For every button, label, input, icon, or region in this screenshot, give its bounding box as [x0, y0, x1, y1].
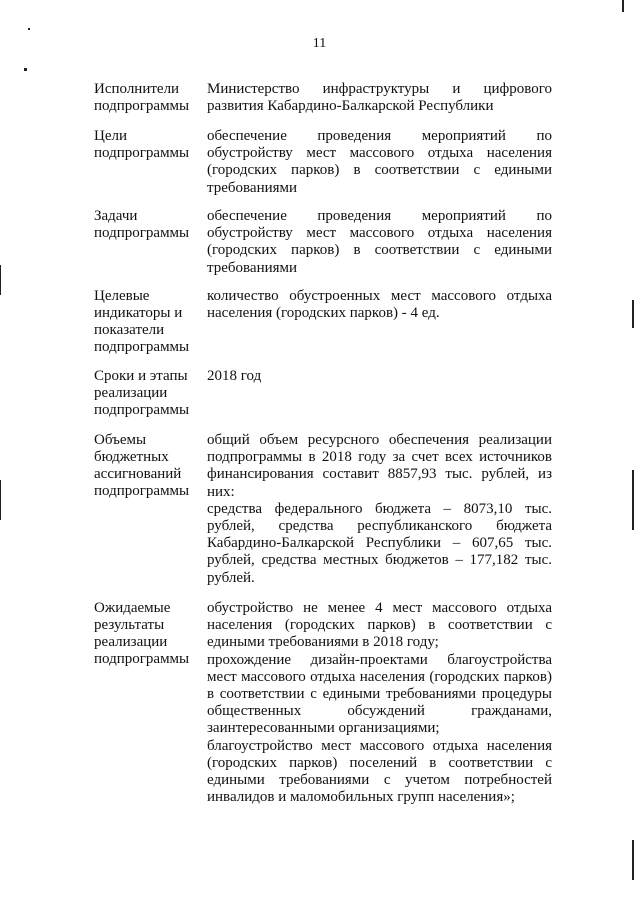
- label-line: подпрограммы: [94, 651, 190, 667]
- value-paragraph: Министерство инфраструктуры и цифрового развития Кабардино-Балкарской Республики: [207, 81, 552, 115]
- row-label: [94, 288, 202, 356]
- row-label: [94, 432, 202, 500]
- value-paragraph: прохождение дизайн-проектами благоустройства мест массового отдыха населения (городских парков) в соответствии с едиными требованиями процедуры общественных обсуждений гражданами, заинтересованными организациями;: [207, 651, 552, 737]
- label-line: реализации: [94, 634, 168, 650]
- row-label: [94, 600, 202, 668]
- row-label: [94, 368, 202, 419]
- label-line: Исполнители: [94, 81, 180, 97]
- scan-mark: [0, 265, 1, 295]
- scan-mark: [28, 28, 30, 30]
- label-line: Объемы: [94, 432, 147, 448]
- scan-mark: [632, 470, 634, 530]
- label-line: результаты: [94, 617, 165, 633]
- value-paragraph: общий объем ресурсного обеспечения реализации подпрограммы в 2018 году за счет всех источников финансирования составит 8857,93 тыс. рублей, из них:: [207, 432, 552, 500]
- row-label: [94, 81, 202, 115]
- row-label: [94, 128, 202, 162]
- label-line: показатели: [94, 322, 165, 338]
- value-paragraph: благоустройство мест массового отдыха населения (городских парков) поселений в соответствии с едиными требованиями с учетом потребностей инвалидов и маломобильных групп населения»;: [207, 737, 552, 806]
- label-line: подпрограммы: [94, 483, 190, 499]
- label-line: Цели: [94, 128, 128, 144]
- scan-mark: [0, 480, 1, 520]
- label-line: подпрограммы: [94, 145, 190, 161]
- value-paragraph: обустройство не менее 4 мест массового отдыха населения (городских парков) в соответствии с едиными требованиями в 2018 году;: [207, 600, 552, 651]
- page-number: 11: [312, 36, 327, 51]
- row-value: [207, 128, 552, 197]
- scan-mark: [632, 840, 634, 880]
- row-value: [207, 368, 552, 385]
- label-line: бюджетных: [94, 449, 169, 465]
- value-paragraph: обеспечение проведения мероприятий по обустройству мест массового отдыха населения (городских парков) в соответствии с едиными требованиями: [207, 128, 552, 196]
- label-line: подпрограммы: [94, 339, 190, 355]
- label-line: ассигнований: [94, 466, 182, 482]
- row-value: [207, 208, 552, 277]
- value-paragraph: 2018 год: [207, 368, 262, 384]
- label-line: реализации: [94, 385, 168, 401]
- scan-mark: [632, 300, 634, 328]
- label-line: Ожидаемые: [94, 600, 171, 616]
- row-value: [207, 81, 552, 115]
- scan-mark: [622, 0, 624, 12]
- value-paragraph: средства федерального бюджета – 8073,10 тыс. рублей, средства республиканского бюджета Кабардино-Балкарской Республики – 607,65 тыс. рублей, средства местных бюджетов – 177,182 тыс. рублей.: [207, 500, 552, 586]
- row-value: [207, 432, 552, 587]
- label-line: Задачи: [94, 208, 138, 224]
- row-label: [94, 208, 202, 242]
- value-paragraph: обеспечение проведения мероприятий по обустройству мест массового отдыха населения (городских парков) в соответствии с едиными требованиями: [207, 208, 552, 276]
- row-value: [207, 600, 552, 806]
- label-line: подпрограммы: [94, 402, 190, 418]
- label-line: подпрограммы: [94, 225, 190, 241]
- label-line: Сроки и этапы: [94, 368, 188, 384]
- label-line: подпрограммы: [94, 98, 190, 114]
- label-line: Целевые: [94, 288, 150, 304]
- row-value: [207, 288, 552, 322]
- label-line: индикаторы и: [94, 305, 183, 321]
- scan-mark: [24, 68, 27, 71]
- value-paragraph: количество обустроенных мест массового отдыха населения (городских парков) - 4 ед.: [207, 288, 552, 322]
